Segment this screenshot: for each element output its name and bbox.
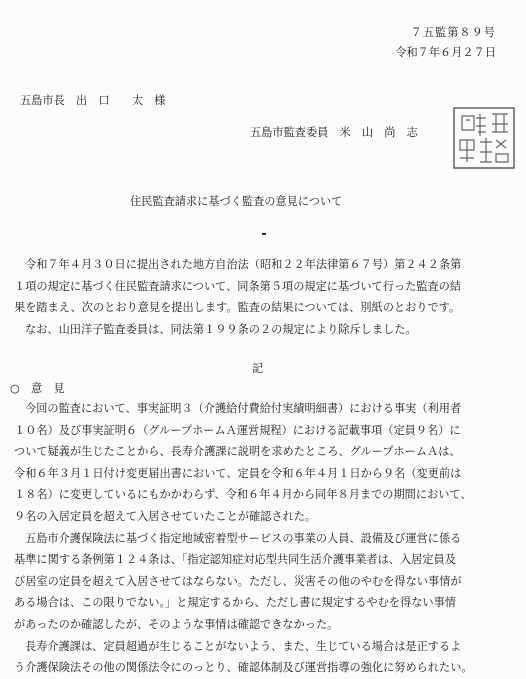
- intro-line: 令和７年４月３０日に提出された地方自治法（昭和２２年法律第６７号）第２４２条第: [25, 258, 462, 271]
- decorative-mark: [262, 233, 266, 235]
- opinion-paragraph: [14, 398, 514, 679]
- intro-paragraph: [14, 254, 514, 340]
- document-number: ７五監第８９号: [410, 26, 496, 39]
- opinion-line: 基準に関する条例第１２４条は、「指定認知症対応型共同生活介護事業者は、入居定員及: [14, 553, 456, 567]
- opinion-heading: ○ 意 見: [10, 382, 65, 395]
- opinion-line: 五島市介護保険法に基づく指定地域密着型サービスの事業の人員、設備及び運営に係る: [25, 531, 462, 545]
- sender: 五島市監査委員 米 山 尚 志: [250, 126, 418, 139]
- opinion-line: び居室の定員を超えて入居させてはならない。ただし、災害その他のやむを得ない事情が: [14, 574, 462, 588]
- intro-line: なお、山田洋子監査委員は、同法第１９９条の２の規定により除斥しました。: [25, 322, 417, 336]
- opinion-line: 今回の監査において、事実証明３（介護給付費給付実績明細書）における事実（利用者: [25, 402, 462, 415]
- addressee: 五島市長 出 口 太 様: [20, 94, 166, 107]
- intro-line: 果を踏まえ、次のとおり意見を提出します。監査の結果については、別紙のとおりです。: [14, 301, 461, 315]
- ki-heading: 記: [252, 362, 264, 375]
- intro-line: １項の規定に基づく住民監査請求について、同条第５項の規定に基づいて行った監査の結: [14, 279, 462, 293]
- opinion-line: １８名）に変更しているにもかかわらず、令和６年４月から同年８月までの期間において、: [14, 488, 472, 502]
- opinion-line: 長寿介護課は、定員超過が生じることがないよう、また、生じている場合は是正するよ: [25, 639, 462, 653]
- opinion-line: 令和６年３月１日付け変更届出書において、定員を令和６年４月１日から９名（変更前は: [14, 466, 462, 480]
- opinion-line: ９名の入居定員を超えて入居させていたことが確認された。: [14, 509, 317, 523]
- opinion-line: があったのか確認したが、そのような事情は確認できなかった。: [14, 617, 339, 631]
- opinion-line: う介護保険法その他の関係法令にのっとり、確認体制及び運営指導の強化に努められたい。: [14, 661, 473, 675]
- opinion-line: ある場合は、この限りでない。」と規定するから、ただし書に規定するやむを得ない事情: [14, 596, 456, 610]
- document-title: 住民監査請求に基づく監査の意見について: [130, 195, 343, 208]
- opinion-line: １０名）及び事実証明６（グループホームＡ運営規程）における記載事項（定員９名）に: [14, 423, 461, 437]
- opinion-line: ついて疑義が生じたことから、長寿介護課に説明を求めたところ、グループホームＡは、: [14, 445, 461, 459]
- official-seal-stamp: [452, 106, 516, 170]
- document-date: 令和７年６月２７日: [395, 46, 496, 59]
